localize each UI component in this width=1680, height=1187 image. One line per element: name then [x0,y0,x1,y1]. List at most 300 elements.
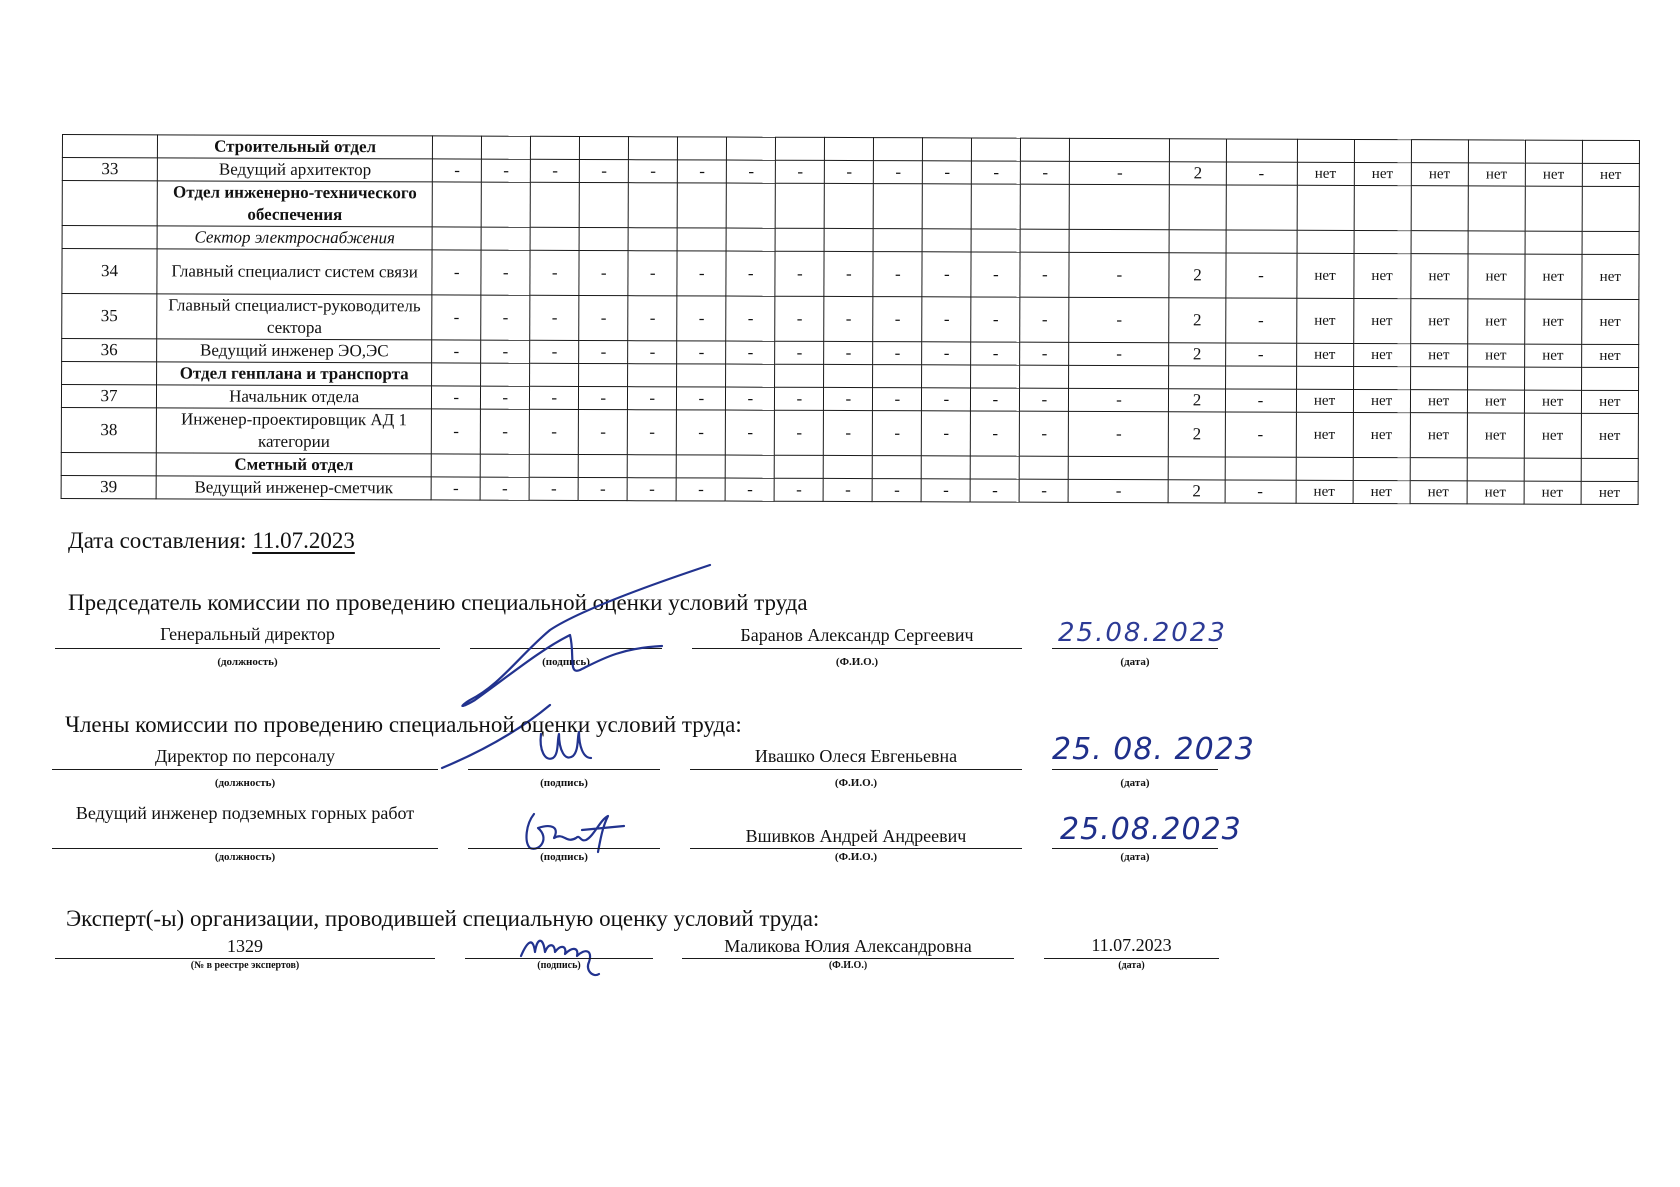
value-cell [1468,186,1525,231]
value-cell: - [922,342,971,365]
caption-fio: (Ф.И.О.) [834,851,878,863]
value-cell [676,455,725,478]
value-cell: - [481,250,530,295]
expert-registry-line [55,958,435,959]
value-cell: - [824,341,873,364]
value-cell: - [922,252,971,297]
value-cell [1021,138,1070,161]
value-cell: нет [1410,344,1467,367]
value-cell: 2 [1169,253,1225,298]
value-cell [825,137,874,160]
section-title: Сектор электроснабжения [157,226,432,250]
value-cell [1525,186,1582,231]
table-row [61,407,1638,458]
chairman-position-line [55,648,440,649]
value-cell: - [1069,342,1169,365]
value-cell: нет [1410,413,1467,458]
value-cell: нет [1581,344,1638,367]
value-cell: нет [1410,299,1467,344]
caption-date: (дата) [1118,960,1145,971]
expert-name: Маликова Юлия Александровна [724,936,972,956]
value-cell: нет [1467,413,1524,458]
member-1-signature [535,728,595,770]
value-cell: - [482,159,531,182]
value-cell: нет [1467,299,1524,344]
value-cell: - [628,341,677,364]
value-cell: - [1225,343,1296,366]
value-cell: нет [1582,163,1639,186]
value-cell [1468,231,1525,254]
value-cell [579,182,628,227]
value-cell [726,183,775,228]
value-cell [971,229,1020,252]
value-cell [433,136,482,159]
value-cell [481,363,530,386]
row-number [62,362,157,385]
value-cell: - [580,159,629,182]
value-cell [1582,140,1639,163]
value-cell: нет [1524,413,1581,458]
value-cell [1468,140,1525,163]
value-cell: - [676,478,725,501]
caption-position: (должность) [214,777,276,789]
value-cell [824,183,873,228]
value-cell [1020,229,1069,252]
caption-signature: (подпись) [540,777,588,789]
value-cell: - [873,297,922,342]
value-cell: - [726,387,775,410]
row-number [62,135,157,158]
row-number: 39 [61,475,156,498]
value-cell: - [824,296,873,341]
value-cell [1296,366,1353,389]
value-cell: нет [1525,163,1582,186]
expert-date: 11.07.2023 [1091,935,1172,955]
value-cell: - [873,411,922,456]
value-cell: - [725,478,774,501]
value-cell [1354,185,1411,230]
value-cell: нет [1296,298,1353,343]
value-cell: нет [1354,162,1411,185]
caption-date: (дата) [1120,777,1150,789]
table-body [61,135,1639,505]
value-cell [677,364,726,387]
value-cell: 2 [1169,298,1225,343]
chairman-heading: Председатель комиссии по проведению специальной оценки условий труда [68,590,808,615]
value-cell [677,183,726,228]
value-cell [1582,231,1639,254]
position-name: Ведущий инженер ЭО,ЭС [157,339,432,363]
value-cell: - [629,160,678,183]
value-cell [1296,457,1353,480]
table-row [62,294,1639,345]
chairman-position: Генеральный директор [160,624,335,644]
value-cell: нет [1581,390,1638,413]
value-cell: нет [1410,254,1467,299]
value-cell [432,182,481,227]
value-cell: - [971,297,1020,342]
value-cell [1467,367,1524,390]
value-cell: нет [1524,344,1581,367]
value-cell [1524,367,1581,390]
value-cell [629,137,678,160]
value-cell: нет [1524,390,1581,413]
value-cell: - [579,409,628,454]
value-cell: - [677,296,726,341]
value-cell: нет [1581,413,1638,458]
value-cell [530,227,579,250]
value-cell: нет [1467,390,1524,413]
value-cell: - [726,410,775,455]
value-cell [923,184,972,229]
value-cell: - [1069,297,1169,342]
value-cell: - [431,409,480,454]
value-cell [923,138,972,161]
value-cell: нет [1296,412,1353,457]
value-cell: нет [1353,480,1410,503]
value-cell [578,454,627,477]
value-cell [1070,138,1170,161]
value-cell: - [677,341,726,364]
caption-fio: (Ф.И.О.) [828,960,868,971]
value-cell [1581,367,1638,390]
value-cell [1467,458,1524,481]
member-2-signature-line [468,848,660,849]
value-cell [1582,186,1639,231]
value-cell [1411,186,1468,231]
value-cell [628,228,677,251]
value-cell: - [921,479,970,502]
value-cell: - [873,342,922,365]
value-cell: - [922,297,971,342]
value-cell: - [678,160,727,183]
value-cell: нет [1296,480,1353,503]
value-cell: - [1225,253,1296,298]
chairman-date: 25.08.2023 [1058,618,1227,648]
value-cell: - [971,342,1020,365]
row-number: 38 [61,407,156,452]
value-cell: нет [1296,389,1353,412]
value-cell: - [530,409,579,454]
value-cell: нет [1353,298,1410,343]
value-cell: - [824,387,873,410]
section-title: Отдел инженерно-технического обеспечения [157,181,432,227]
member-1-date: 25. 08. 2023 [1052,732,1255,767]
value-cell [725,455,774,478]
value-cell [579,227,628,250]
value-cell [579,363,628,386]
value-cell [482,136,531,159]
value-cell: - [628,387,677,410]
member-2-date-line [1052,848,1218,849]
value-cell: 2 [1169,412,1225,457]
assessment-table [61,134,1640,505]
value-cell: - [530,250,579,295]
member-1-name: Ивашко Олеся Евгеньевна [754,746,958,766]
value-cell: нет [1524,299,1581,344]
value-cell: - [873,252,922,297]
table-row [61,475,1638,504]
value-cell [971,456,1020,479]
value-cell [873,229,922,252]
value-cell: нет [1525,254,1582,299]
value-cell: - [481,409,530,454]
value-cell: нет [1468,254,1525,299]
value-cell: - [824,410,873,455]
value-cell [726,364,775,387]
section-row [62,181,1639,232]
value-cell: - [480,477,529,500]
value-cell: - [431,477,480,500]
position-name: Инженер-проектировщик АД 1 категории [156,408,431,454]
value-cell: - [971,252,1020,297]
value-cell: - [1069,252,1169,297]
value-cell [726,228,775,251]
value-cell [1525,231,1582,254]
chairman-date-line [1052,648,1218,649]
value-cell [922,365,971,388]
value-cell [1411,231,1468,254]
member-2-position: Ведущий инженер подземных горных работ [75,803,415,823]
value-cell [531,136,580,159]
value-cell [432,363,481,386]
value-cell: - [775,341,824,364]
value-cell: - [579,340,628,363]
value-cell: нет [1353,253,1410,298]
member-2-date: 25.08.2023 [1060,812,1242,847]
value-cell: - [677,251,726,296]
row-number: 36 [62,339,157,362]
value-cell: - [1225,412,1296,457]
value-cell: - [922,411,971,456]
value-cell [824,455,873,478]
value-cell [678,137,727,160]
value-cell: нет [1467,481,1524,504]
members-heading: Члены комиссии по проведению специальной оценки условий труда: [65,712,742,737]
value-cell [1225,366,1296,389]
value-cell [1297,230,1354,253]
value-cell: - [1225,480,1296,503]
value-cell: - [1070,161,1170,184]
value-cell [1069,229,1169,252]
value-cell: нет [1468,163,1525,186]
value-cell: - [481,386,530,409]
value-cell: - [1020,342,1069,365]
value-cell [873,365,922,388]
value-cell [874,138,923,161]
value-cell [530,182,579,227]
value-cell [480,454,529,477]
value-cell: - [1069,479,1169,502]
value-cell: - [1226,162,1297,185]
table-row [62,249,1639,300]
value-cell [1354,230,1411,253]
value-cell [431,454,480,477]
caption-fio: (Ф.И.О.) [835,656,879,668]
value-cell: - [872,479,921,502]
value-cell [972,138,1021,161]
value-cell: нет [1297,162,1354,185]
value-cell: нет [1524,481,1581,504]
expert-name-line [682,958,1014,959]
value-cell [1069,456,1169,479]
row-number: 37 [61,385,156,408]
value-cell: - [531,159,580,182]
value-cell [529,454,578,477]
value-cell [1169,366,1225,389]
value-cell [628,364,677,387]
value-cell: - [971,411,1020,456]
caption-position: (должность) [214,851,276,863]
value-cell [727,137,776,160]
value-cell [775,183,824,228]
value-cell: - [432,386,481,409]
caption-registry: (№ в реестре экспертов) [190,960,300,971]
row-number: 33 [62,158,157,181]
value-cell: - [971,388,1020,411]
value-cell [481,182,530,227]
value-cell [971,365,1020,388]
value-cell [1225,457,1296,480]
value-cell [874,184,923,229]
member-1-position-line [52,769,438,770]
member-1-name-line [690,769,1022,770]
position-name: Ведущий архитектор [157,158,432,182]
date-compiled-value: 11.07.2023 [252,528,355,553]
value-cell: - [825,160,874,183]
value-cell [1410,458,1467,481]
section-title: Отдел генплана и транспорта [157,362,432,386]
section-title: Сметный отдел [156,453,431,477]
value-cell [1297,139,1354,162]
value-cell: - [628,410,677,455]
value-cell [775,228,824,251]
value-cell: - [529,477,578,500]
value-cell: - [628,251,677,296]
value-cell: - [726,251,775,296]
value-cell: - [923,161,972,184]
value-cell: - [775,251,824,296]
value-cell: - [726,296,775,341]
value-cell [432,227,481,250]
value-cell [481,227,530,250]
value-cell: - [433,159,482,182]
value-cell [922,229,971,252]
member-2-name: Вшивков Андрей Андреевич [745,826,967,846]
value-cell: 2 [1169,389,1225,412]
chairman-name-line [692,648,1022,649]
member-2-name-line [690,848,1022,849]
value-cell: нет [1296,343,1353,366]
position-name: Ведущий инженер-сметчик [156,476,431,500]
date-compiled-label: Дата составления: [68,528,247,553]
value-cell: - [873,388,922,411]
position-name: Начальник отдела [156,385,431,409]
value-cell: - [1020,297,1069,342]
value-cell: - [727,160,776,183]
value-cell: - [1020,411,1069,456]
value-cell: - [776,160,825,183]
value-cell: - [677,410,726,455]
value-cell [824,364,873,387]
value-cell: - [579,386,628,409]
value-cell [972,184,1021,229]
section-title: Строительный отдел [157,135,432,159]
member-1-signature-line [468,769,660,770]
value-cell: - [578,477,627,500]
caption-signature: (подпись) [542,656,590,668]
row-number [62,226,157,249]
expert-signature-line [465,958,653,959]
value-cell: - [824,251,873,296]
value-cell: - [530,295,579,340]
value-cell: - [774,478,823,501]
value-cell [530,363,579,386]
value-cell [1226,185,1297,230]
value-cell: нет [1353,343,1410,366]
expert-heading: Эксперт(-ы) организации, проводившей специальную оценку условий труда: [66,906,820,931]
value-cell: нет [1410,390,1467,413]
value-cell: 2 [1170,162,1226,185]
value-cell: - [432,340,481,363]
value-cell [677,228,726,251]
caption-date: (дата) [1120,656,1150,668]
row-number: 34 [62,249,157,294]
value-cell: - [1225,298,1296,343]
value-cell: нет [1296,253,1353,298]
value-cell: - [481,340,530,363]
member-1-date-line [1052,769,1218,770]
caption-signature: (подпись) [537,960,581,971]
row-number: 35 [62,294,157,339]
row-number [62,181,157,226]
value-cell: - [775,387,824,410]
value-cell [922,456,971,479]
value-cell: - [775,296,824,341]
value-cell [1226,139,1297,162]
value-cell: - [677,387,726,410]
value-cell: нет [1581,299,1638,344]
value-cell: нет [1410,481,1467,504]
expert-registry-number: 1329 [227,936,263,956]
value-cell [824,228,873,251]
value-cell: - [432,295,481,340]
value-cell: - [530,386,579,409]
value-cell [1581,458,1638,481]
value-cell [627,455,676,478]
value-cell: - [481,295,530,340]
value-cell: - [1069,411,1169,456]
caption-fio: (Ф.И.О.) [834,777,878,789]
value-cell: - [970,479,1019,502]
caption-signature: (подпись) [540,851,588,863]
value-cell: - [1021,161,1070,184]
value-cell: - [628,296,677,341]
value-cell [1069,365,1169,388]
value-cell: - [1225,389,1296,412]
member-1-position: Директор по персоналу [154,746,336,766]
caption-position: (должность) [217,656,278,668]
value-cell [776,137,825,160]
value-cell [1170,230,1226,253]
value-cell: - [972,161,1021,184]
value-cell: нет [1411,163,1468,186]
value-cell: - [1020,388,1069,411]
position-name: Главный специалист-руководитель сектора [157,294,432,340]
value-cell: нет [1582,254,1639,299]
value-cell: - [1069,388,1169,411]
value-cell [775,455,824,478]
